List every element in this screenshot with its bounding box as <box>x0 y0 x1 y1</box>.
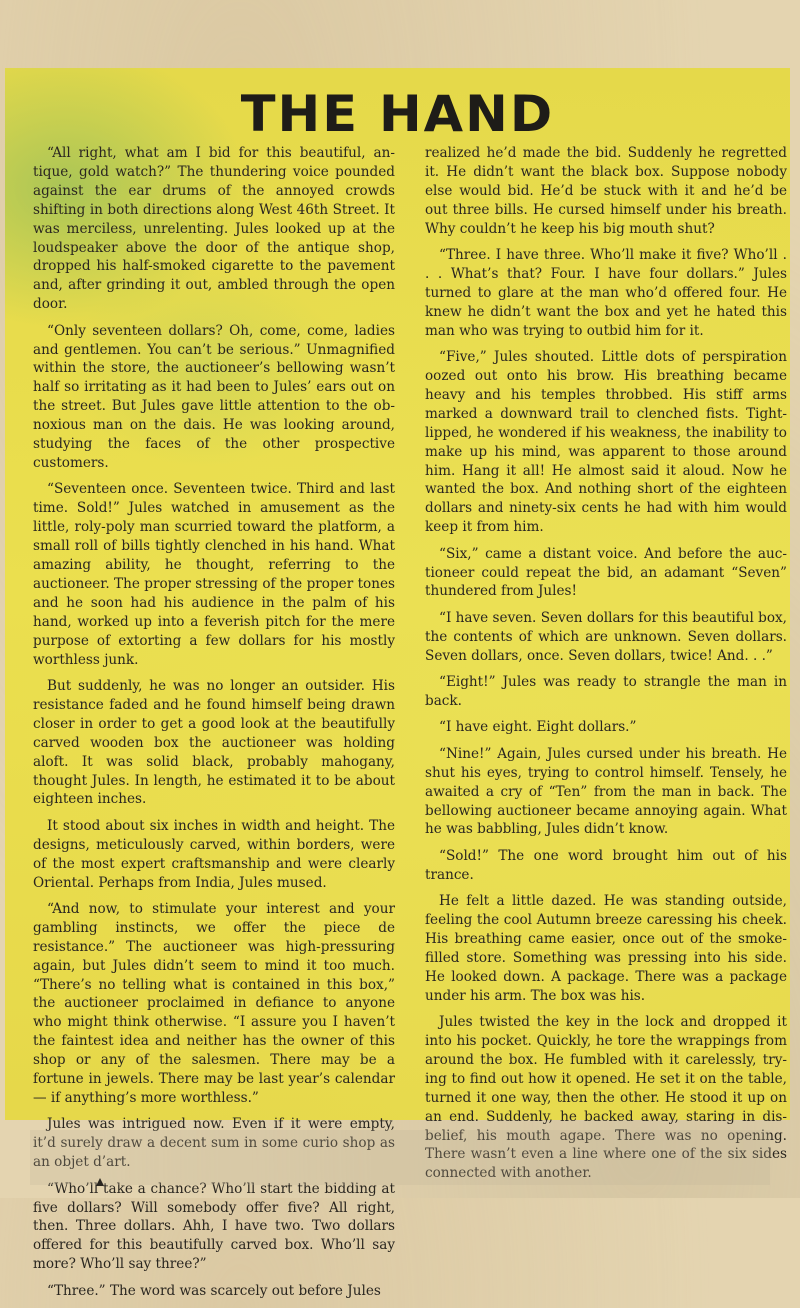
paragraph: “Three.” The word was scarcely out before Jules <box>47 1282 381 1299</box>
story-panel <box>5 68 790 1299</box>
paragraph: “I have seven. Seven dollars for this beautiful box, the contents of which are unknown. Seven dollars. Seven dollars, once. Seven dollars, twice! And. . .” <box>425 609 787 664</box>
printer-mark-icon <box>96 1178 104 1186</box>
paragraph: “Five,” Jules shouted. Little dots of perspiration oozed out onto his brow. His breathing became heavy and his temples throbbed. His stiff arms marked a downward trail to clenched fists. Tight-lipped, he wondered if his weakness, the inability to make up his mind, was apparent to those around him. Hang it all! He almost said it aloud. Now he wanted the box. And nothing short of the eighteen dollars and ninety-six cents he had with him would keep it from him. <box>425 349 787 536</box>
show-through-band <box>30 1130 770 1185</box>
paragraph-continued: realized he’d made the bid. Suddenly he regretted it. He didn’t want the black box. Suppose nobody else would bid. He’d be stuck with it and he’d be out three bills. He cursed himself under his breath. Why couldn’t he keep his big mouth shut? <box>425 145 787 237</box>
right-column <box>425 144 787 1191</box>
paragraph: Jules was intrigued now. Even if it were empty, it’d surely draw a decent sum in some curio shop as an objet d’art. <box>33 1116 395 1171</box>
paragraph: It stood about six inches in width and height. The designs, meticulously carved, within borders, were of the most expert craftsmanship and were clearly Oriental. Perhaps from India, Jules mused. <box>33 817 395 891</box>
paragraph: “Six,” came a distant voice. And before the auctioneer could repeat the bid, an adamant “Seven” thundered from Jules! <box>425 545 787 600</box>
paragraph: “And now, to stimulate your interest and your gambling instincts, we offer the piece de resistance.” The auctioneer was high-pressuring again, but Jules didn’t seem to mind it too much. “There’s no telling what is contained in this box,” the auctioneer proclaimed in defiance to anyone who might think otherwise. “I assure you I haven’t the faintest idea and neither has the owner of this shop or any of the salesmen. There may be a fortune in jewels. There may be last year’s calendar — if anything’s more worthless.” <box>33 900 395 1106</box>
paragraph: He felt a little dazed. He was standing outside, feeling the cool Autumn breeze caressing his cheek. His breathing came easier, once out of the smoke-filled store. Something was pressing into his side. He looked down. A package. There was a package under his arm. The box was his. <box>425 893 787 1004</box>
paragraph: “Seventeen once. Seventeen twice. Third and last time. Sold!” Jules watched in amusement as the little, roly-poly man scurried toward the platform, a small roll of bills tightly clenched in his hand. What amazing ability, he thought, referring to the auctioneer. The proper stressing of the proper tones and he soon had his audience in the palm of his hand, worked up into a feverish pitch for the mere purpose of extorting a few dollars for his mostly worthless junk. <box>33 481 395 668</box>
story-title: THE HAND <box>240 85 555 143</box>
paragraph: “Eight!” Jules was ready to strangle the man in back. <box>425 674 787 709</box>
paragraph: “Nine!” Again, Jules cursed under his breath. He shut his eyes, trying to control himself. Tensely, he awaited a cry of “Ten” from the man in back. The bellowing auctioneer became annoying again. What he was babbling, Jules didn’t know. <box>425 745 787 838</box>
paragraph: Jules twisted the key in the lock and dropped it into his pocket. Quickly, he tore the wrappings from around the box. He fumbled with it carelessly, trying to find out how it opened. He set it on the table, turned it one way, then the other. He stood it up on an end. Suddenly, he backed away, staring in disbelief, his mouth agape. There was no opening. There wasn’t even a line where one of the six sides connected with another. <box>425 1014 787 1182</box>
paragraph: “All right, what am I bid for this beautiful, antique, gold watch?” The thundering voice pounded against the ear drums of the annoyed crowds shifting in both directions along West 46th Street. It was merciless, unrelenting. Jules looked up at the loudspeaker above the door of the antique shop, dropped his half-smoked cigarette to the pavement and, after grinding it out, ambled through the open door. <box>33 145 395 313</box>
paragraph: “Who’ll take a chance? Who’ll start the bidding at five dollars? Will somebody offer five? All right, then. Three dollars. Ahh, I have two. Two dollars offered for this beautifully carved box. Who’ll say more? Who’ll say three?” <box>33 1180 395 1273</box>
paragraph: “Sold!” The one word brought him out of his trance. <box>425 847 787 883</box>
paragraph: “Only seventeen dollars? Oh, come, come, ladies and gentlemen. You can’t be serious.” Unmagnified within the store, the auctioneer’s bellowing wasn’t half so irritating as it had been to Jules’ ears out on the street. But Jules gave little attention to the obnoxious man on the dais. He was looking around, studying the faces of the other prospective customers. <box>33 322 395 471</box>
paragraph: “I have eight. Eight dollars.” <box>439 719 637 736</box>
paragraph: But suddenly, he was no longer an outsider. His resistance faded and he found himself being drawn closer in order to get a good look at the beautifully carved wooden box the auctioneer was holding aloft. It was solid black, probably mahogany, thought Jules. In length, he estimated it to be about eighteen inches. <box>33 677 395 808</box>
paragraph: “Three. I have three. Who’ll make it five? Who’ll . . . What’s that? Four. I have four dollars.” Jules turned to glare at the man who’d offered four. He knew he didn’t want the box and yet he hated this man who was trying to outbid him for it. <box>425 247 787 339</box>
